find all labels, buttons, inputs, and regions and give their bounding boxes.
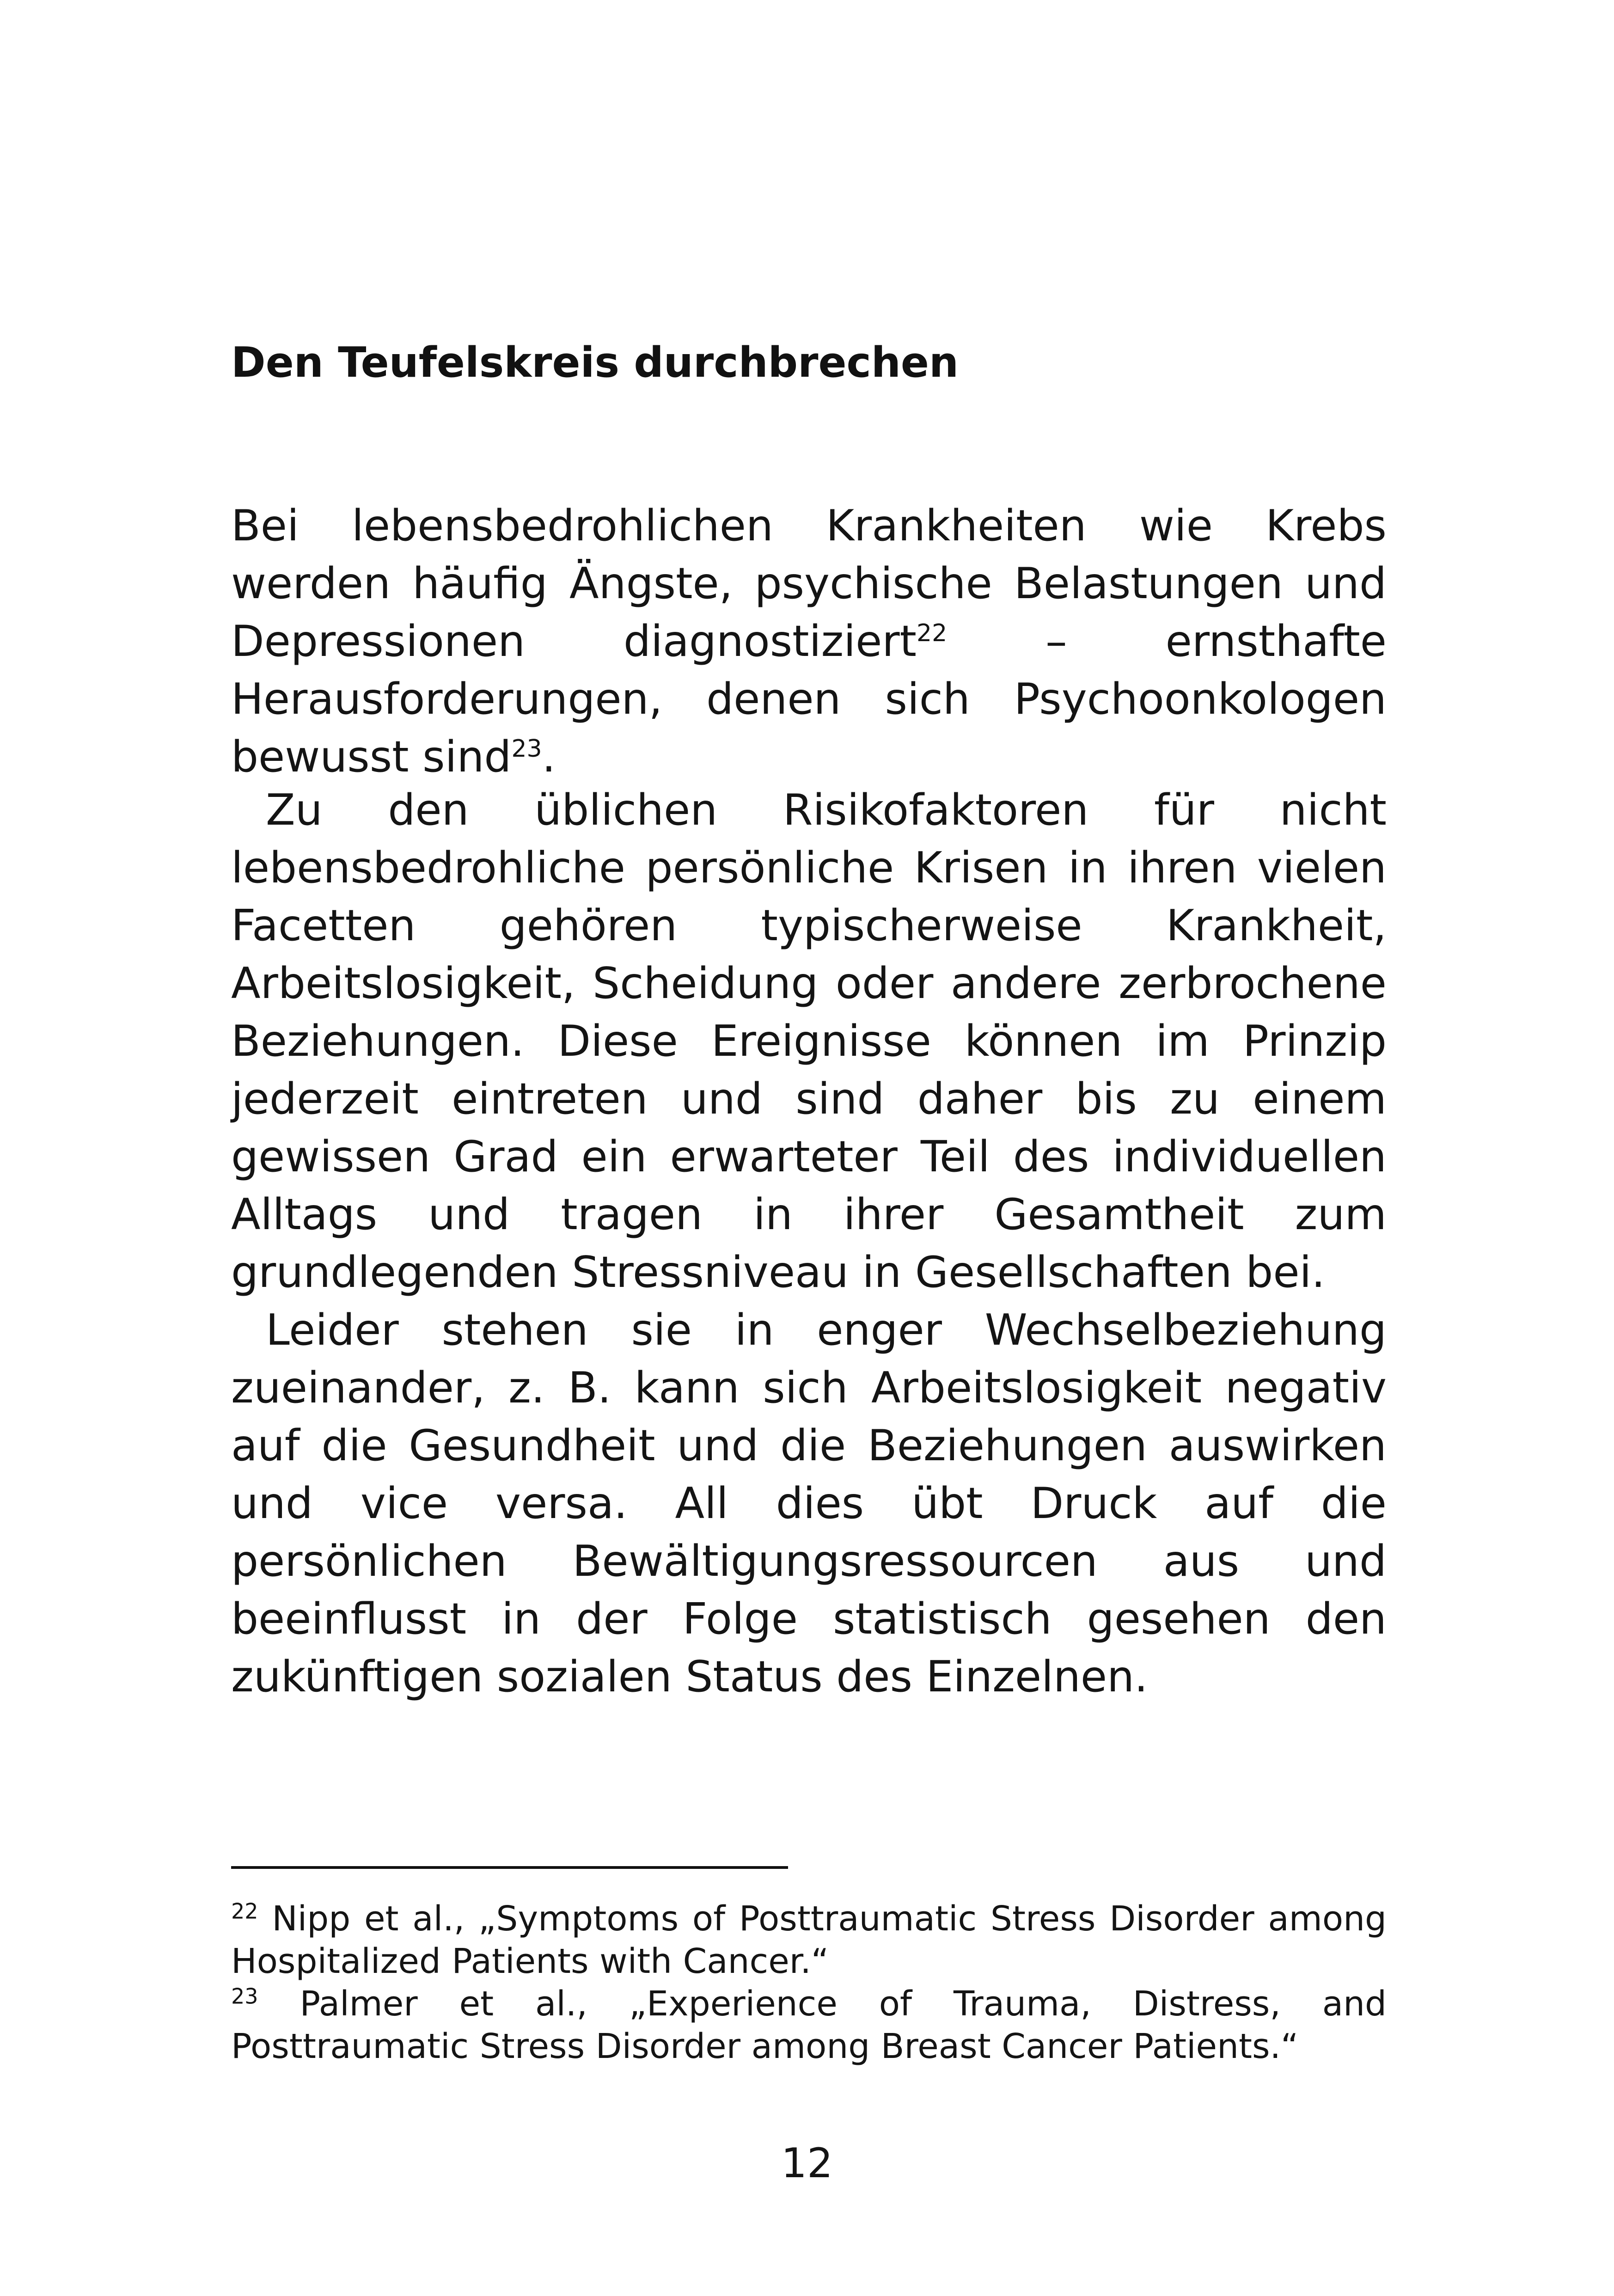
body-paragraph-2: Zu den üblichen Risikofaktoren für nicht lebensbedrohliche persönliche Krisen in ihren vielen Facetten gehören typischerweise Krankheit, Arbeitslosigkeit, Scheidung oder andere zerbrochene Beziehungen. Diese Ereignisse können im Prinzip jederzeit eintreten und sind daher bis zu einem gewissen Grad ein erwarteter Teil des individuellen Alltags und tragen in ihrer Gesamtheit zum grundlegenden Stressniveau in Gesellschaften bei. xyxy=(231,785,1387,1297)
body-paragraph-3: Leider stehen sie in enger Wechselbeziehung zueinander, z. B. kann sich Arbeitslosigkeit negativ auf die Gesundheit und die Beziehungen auswirken und vice versa. All dies übt Druck auf die persönlichen Bewältigungsressourcen aus und beeinflusst in der Folge statistisch gesehen den zukünftigen sozialen Status des Einzelnen. xyxy=(231,1305,1387,1702)
paragraph-1-text-a: Bei lebensbedrohlichen Krankheiten wie Krebs werden häufig Ängste, psychische Belastungen und Depressionen diagnostiziert xyxy=(231,501,1387,666)
footnote-text: Palmer et al., „Experience of Trauma, Distress, and Posttraumatic Stress Disorder among Breast Cancer Patients.“ xyxy=(231,1984,1387,2066)
footnote-ref-22[interactable]: 22 xyxy=(917,619,948,647)
section-heading: Den Teufelskreis durchbrechen xyxy=(231,338,959,387)
page-number: 12 xyxy=(781,2139,833,2187)
paragraph-1-text-c: . xyxy=(542,732,556,782)
footnote-number: 23 xyxy=(231,1984,258,2009)
paragraph-1-text-b: – ernsthafte Herausforderungen, denen sich Psychoonkologen bewusst sind xyxy=(231,616,1387,782)
footnote-22 xyxy=(231,1898,1387,1983)
footnotes-section xyxy=(231,1898,1387,2068)
footnote-divider xyxy=(231,1866,788,1869)
footnote-number: 22 xyxy=(231,1898,258,1924)
body-paragraph-1 xyxy=(231,497,1387,786)
footnote-ref-23[interactable]: 23 xyxy=(511,735,542,763)
footnote-23 xyxy=(231,1983,1387,2068)
footnote-text: Nipp et al., „Symptoms of Posttraumatic Stress Disorder among Hospitalized Patients with Cancer.“ xyxy=(231,1899,1387,1981)
